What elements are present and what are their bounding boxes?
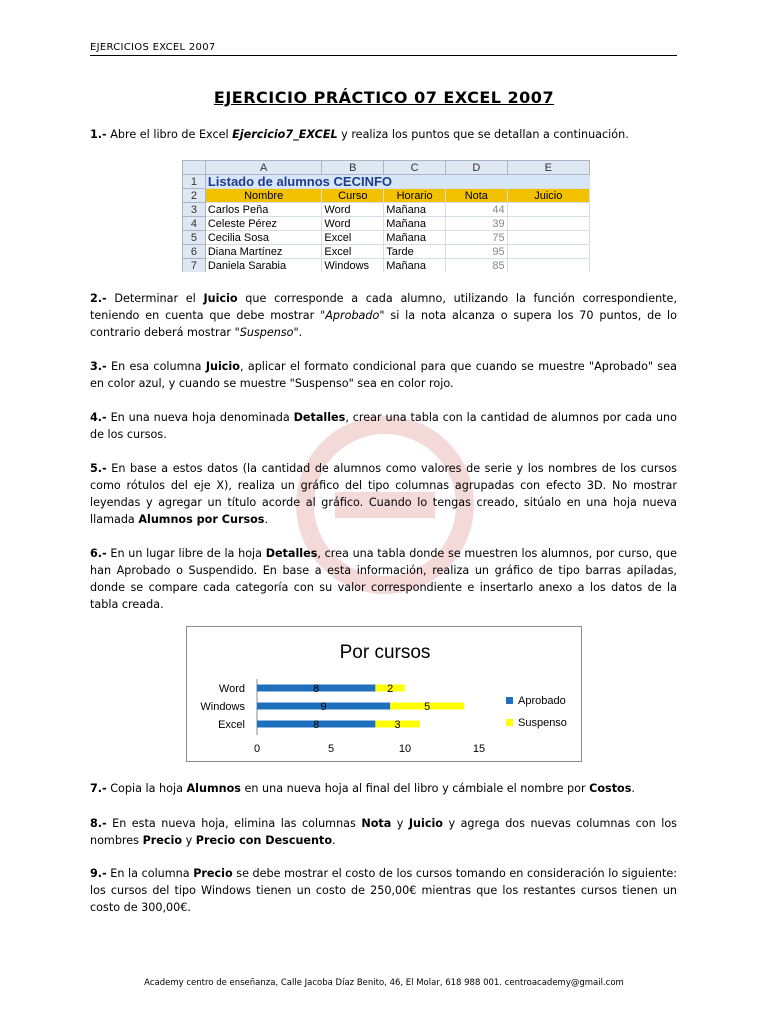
item-2: 2.- Determinar el Juicio que corresponde a cada alumno, utilizando la función correspondiente, teniendo en cuenta que debe mostrar "Aprobado" si la nota alcanza o supera los 70 puntos, de lo contrario deberá mostrar "Suspenso". bbox=[90, 292, 677, 339]
page-title: EJERCICIO PRÁCTICO 07 EXCEL 2007 bbox=[213, 88, 555, 107]
table-row: 6 Diana Martínez Excel Tarde 95 bbox=[183, 245, 590, 259]
corner-cell bbox=[183, 161, 206, 175]
data-label: 3 bbox=[394, 719, 401, 731]
sheet-title: Listado de alumnos CECINFO bbox=[205, 175, 589, 189]
table-row: 4 Celeste Pérez Word Mañana 39 bbox=[183, 217, 590, 231]
page-footer: Academy centro de enseñanza, Calle Jacoba Díaz Benito, 46, El Molar, 618 988 001. centroacademy@gmail.com bbox=[144, 978, 624, 988]
col-letter: A bbox=[205, 161, 322, 175]
legend-label: Aprobado bbox=[518, 695, 566, 707]
y-tick-label: Windows bbox=[200, 701, 245, 713]
item-7: 7.- Copia la hoja Alumnos en una nueva hoja al final del libro y cámbiale el nombre por Costos. bbox=[90, 782, 635, 795]
data-label: 8 bbox=[313, 683, 320, 695]
header-nombre: Nombre bbox=[205, 189, 322, 203]
item-3: 3.- En esa columna Juicio, aplicar el formato condicional para que cuando se muestre "Aprobado" sea en color azul, y cuando se muestre "Suspenso" sea en color rojo. bbox=[90, 360, 677, 390]
item-8: 8.- En esta nueva hoja, elimina las columnas Nota y Juicio y agrega dos nuevas columnas con los nombres Precio y Precio con Descuento. bbox=[90, 817, 677, 847]
table-row: 3 Carlos Peña Word Mañana 44 bbox=[183, 203, 590, 217]
table-row: 5 Cecilia Sosa Excel Mañana 75 bbox=[183, 231, 590, 245]
data-label: 5 bbox=[424, 701, 431, 713]
table-row: 7 Daniela Sarabia Windows Mañana 85 bbox=[183, 259, 590, 273]
item-5: 5.- En base a estos datos (la cantidad de alumnos como valores de serie y los nombres de los cursos como rótulos del eje X), realiza un gráfico del tipo columnas agrupadas con efecto 3D. No mostrar leyendas y agregar un título acorde al gráfico. Cuando lo tengas creado, sitúalo en una hoja nueva llamada Alumnos por Cursos. bbox=[90, 462, 677, 526]
data-label: 2 bbox=[387, 683, 394, 695]
spreadsheet-image bbox=[182, 160, 590, 272]
header-nota: Nota bbox=[446, 189, 508, 203]
x-tick-label: 15 bbox=[472, 743, 486, 755]
row-number: 1 bbox=[183, 175, 206, 189]
row-number: 2 bbox=[183, 189, 206, 203]
data-label: 9 bbox=[320, 701, 327, 713]
x-tick-label: 10 bbox=[398, 743, 412, 755]
chart-title: Por cursos bbox=[339, 642, 431, 663]
x-tick-label: 5 bbox=[327, 743, 335, 755]
item-9: 9.- En la columna Precio se debe mostrar el costo de los cursos tomando en consideración lo siguiente: los cursos del tipo Windows tienen un costo de 250,00€ mientras que los restantes cursos tienen un costo de 300,00€. bbox=[90, 867, 677, 914]
header-curso: Curso bbox=[322, 189, 384, 203]
col-letter: C bbox=[384, 161, 446, 175]
header-horario: Horario bbox=[384, 189, 446, 203]
x-tick-label: 0 bbox=[253, 743, 261, 755]
data-label: 8 bbox=[313, 719, 320, 731]
item-4: 4.- En una nueva hoja denominada Detalles, crear una tabla con la cantidad de alumnos por cada uno de los cursos. bbox=[90, 411, 677, 441]
legend-swatch bbox=[506, 697, 513, 704]
y-tick-label: Excel bbox=[218, 719, 245, 731]
col-letter: D bbox=[446, 161, 508, 175]
item-1: 1.- Abre el libro de Excel Ejercicio7_EXCEL y realiza los puntos que se detallan a continuación. bbox=[90, 128, 629, 141]
col-letter: E bbox=[507, 161, 589, 175]
legend-swatch bbox=[506, 719, 513, 726]
y-tick-label: Word bbox=[218, 683, 245, 695]
stacked-bar-chart bbox=[186, 626, 582, 762]
legend-label: Suspenso bbox=[518, 717, 567, 729]
page-header: EJERCICIOS EXCEL 2007 bbox=[90, 42, 677, 56]
col-letter: B bbox=[322, 161, 384, 175]
header-juicio: Juicio bbox=[507, 189, 589, 203]
item-6: 6.- En un lugar libre de la hoja Detalles, crea una tabla donde se muestren los alumnos, por curso, que han Aprobado o Suspendido. En base a esta información, realiza un gráfico de tipo barras apiladas, donde se compare cada categoría con su valor correspondiente e insertarlo anexo a los datos de la tabla creada. bbox=[90, 547, 677, 611]
